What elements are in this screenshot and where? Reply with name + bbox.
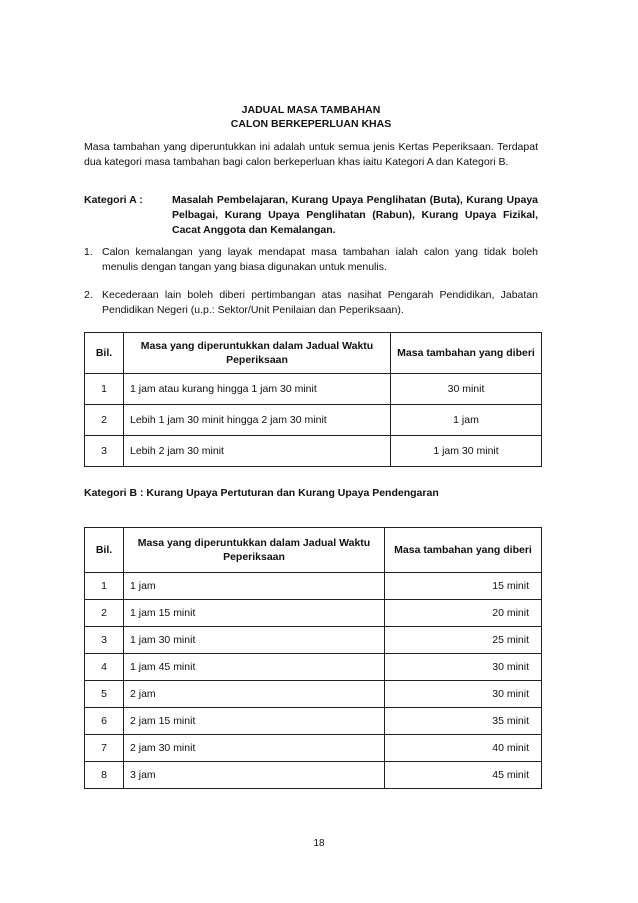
cell-bil: 7 xyxy=(85,735,124,762)
title-line-2: CALON BERKEPERLUAN KHAS xyxy=(230,118,392,130)
cell-tambahan: 25 minit xyxy=(385,627,542,654)
table-header-row xyxy=(85,528,542,573)
header-bil: Bil. xyxy=(85,528,124,573)
list-item-text: Calon kemalangan yang layak mendapat masa tambahan ialah calon yang tidak boleh menulis dengan tangan yang biasa digunakan untuk menulis. xyxy=(102,246,538,273)
cell-masa: 2 jam xyxy=(124,681,385,708)
table-row xyxy=(85,735,542,762)
cell-bil: 3 xyxy=(85,436,124,467)
table-row xyxy=(85,762,542,789)
kategori-a-text: Masalah Pembelajaran, Kurang Upaya Penglihatan (Buta), Kurang Upaya Pelbagai, Kurang Upaya Penglihatan (Rabun), Kurang Upaya Fizikal, Cacat Anggota dan Kemalangan. xyxy=(172,194,538,236)
kategori-b-heading: Kategori B : Kurang Upaya Pertuturan dan Kurang Upaya Pendengaran xyxy=(84,487,439,499)
cell-tambahan: 1 jam xyxy=(391,405,542,436)
cell-tambahan: 30 minit xyxy=(385,654,542,681)
table-row xyxy=(85,654,542,681)
kategori-a-label: Kategori A : xyxy=(84,194,143,206)
table-row xyxy=(85,681,542,708)
cell-bil: 8 xyxy=(85,762,124,789)
header-masa: Masa yang diperuntukkan dalam Jadual Waktu Peperiksaan xyxy=(124,333,391,374)
header-masa: Masa yang diperuntukkan dalam Jadual Waktu Peperiksaan xyxy=(124,528,385,573)
header-tambahan: Masa tambahan yang diberi xyxy=(391,333,542,374)
cell-bil: 4 xyxy=(85,654,124,681)
cell-tambahan: 30 minit xyxy=(391,374,542,405)
table-row xyxy=(85,374,542,405)
cell-masa: 3 jam xyxy=(124,762,385,789)
table-row xyxy=(85,600,542,627)
list-item-text: Kecederaan lain boleh diberi pertimbangan atas nasihat Pengarah Pendidikan, Jabatan Pendidikan Negeri (u.p.: Sektor/Unit Penilaian dan Peperiksaan). xyxy=(102,289,538,316)
cell-masa: 2 jam 15 minit xyxy=(124,708,385,735)
table-kategori-a xyxy=(84,332,542,467)
header-tambahan: Masa tambahan yang diberi xyxy=(385,528,542,573)
cell-masa: 1 jam atau kurang hingga 1 jam 30 minit xyxy=(124,374,391,405)
cell-masa: 1 jam 15 minit xyxy=(124,600,385,627)
cell-tambahan: 30 minit xyxy=(385,681,542,708)
cell-tambahan: 15 minit xyxy=(385,573,542,600)
cell-bil: 5 xyxy=(85,681,124,708)
cell-bil: 3 xyxy=(85,627,124,654)
list-item-number: 1. xyxy=(84,246,93,258)
cell-bil: 1 xyxy=(85,573,124,600)
list-item-number: 2. xyxy=(84,289,93,301)
cell-bil: 1 xyxy=(85,374,124,405)
table-row xyxy=(85,708,542,735)
table-kategori-b xyxy=(84,527,542,789)
cell-masa: Lebih 1 jam 30 minit hingga 2 jam 30 minit xyxy=(124,405,391,436)
cell-tambahan: 40 minit xyxy=(385,735,542,762)
cell-bil: 2 xyxy=(85,405,124,436)
table-row xyxy=(85,405,542,436)
cell-tambahan: 45 minit xyxy=(385,762,542,789)
cell-masa: 1 jam 45 minit xyxy=(124,654,385,681)
intro-paragraph: Masa tambahan yang diperuntukkan ini adalah untuk semua jenis Kertas Peperiksaan. Terdapat dua kategori masa tambahan bagi calon berkeperluan khas iaitu Kategori A dan Kategori B. xyxy=(84,141,538,168)
page-number: 18 xyxy=(313,838,325,849)
table-row xyxy=(85,436,542,467)
page-title xyxy=(84,103,538,131)
cell-masa: 1 jam 30 minit xyxy=(124,627,385,654)
table-row xyxy=(85,573,542,600)
cell-masa: Lebih 2 jam 30 minit xyxy=(124,436,391,467)
cell-masa: 1 jam xyxy=(124,573,385,600)
cell-tambahan: 1 jam 30 minit xyxy=(391,436,542,467)
header-bil: Bil. xyxy=(85,333,124,374)
cell-masa: 2 jam 30 minit xyxy=(124,735,385,762)
cell-bil: 2 xyxy=(85,600,124,627)
title-line-1: JADUAL MASA TAMBAHAN xyxy=(241,104,381,116)
table-header-row xyxy=(85,333,542,374)
cell-tambahan: 35 minit xyxy=(385,708,542,735)
cell-tambahan: 20 minit xyxy=(385,600,542,627)
cell-bil: 6 xyxy=(85,708,124,735)
table-row xyxy=(85,627,542,654)
